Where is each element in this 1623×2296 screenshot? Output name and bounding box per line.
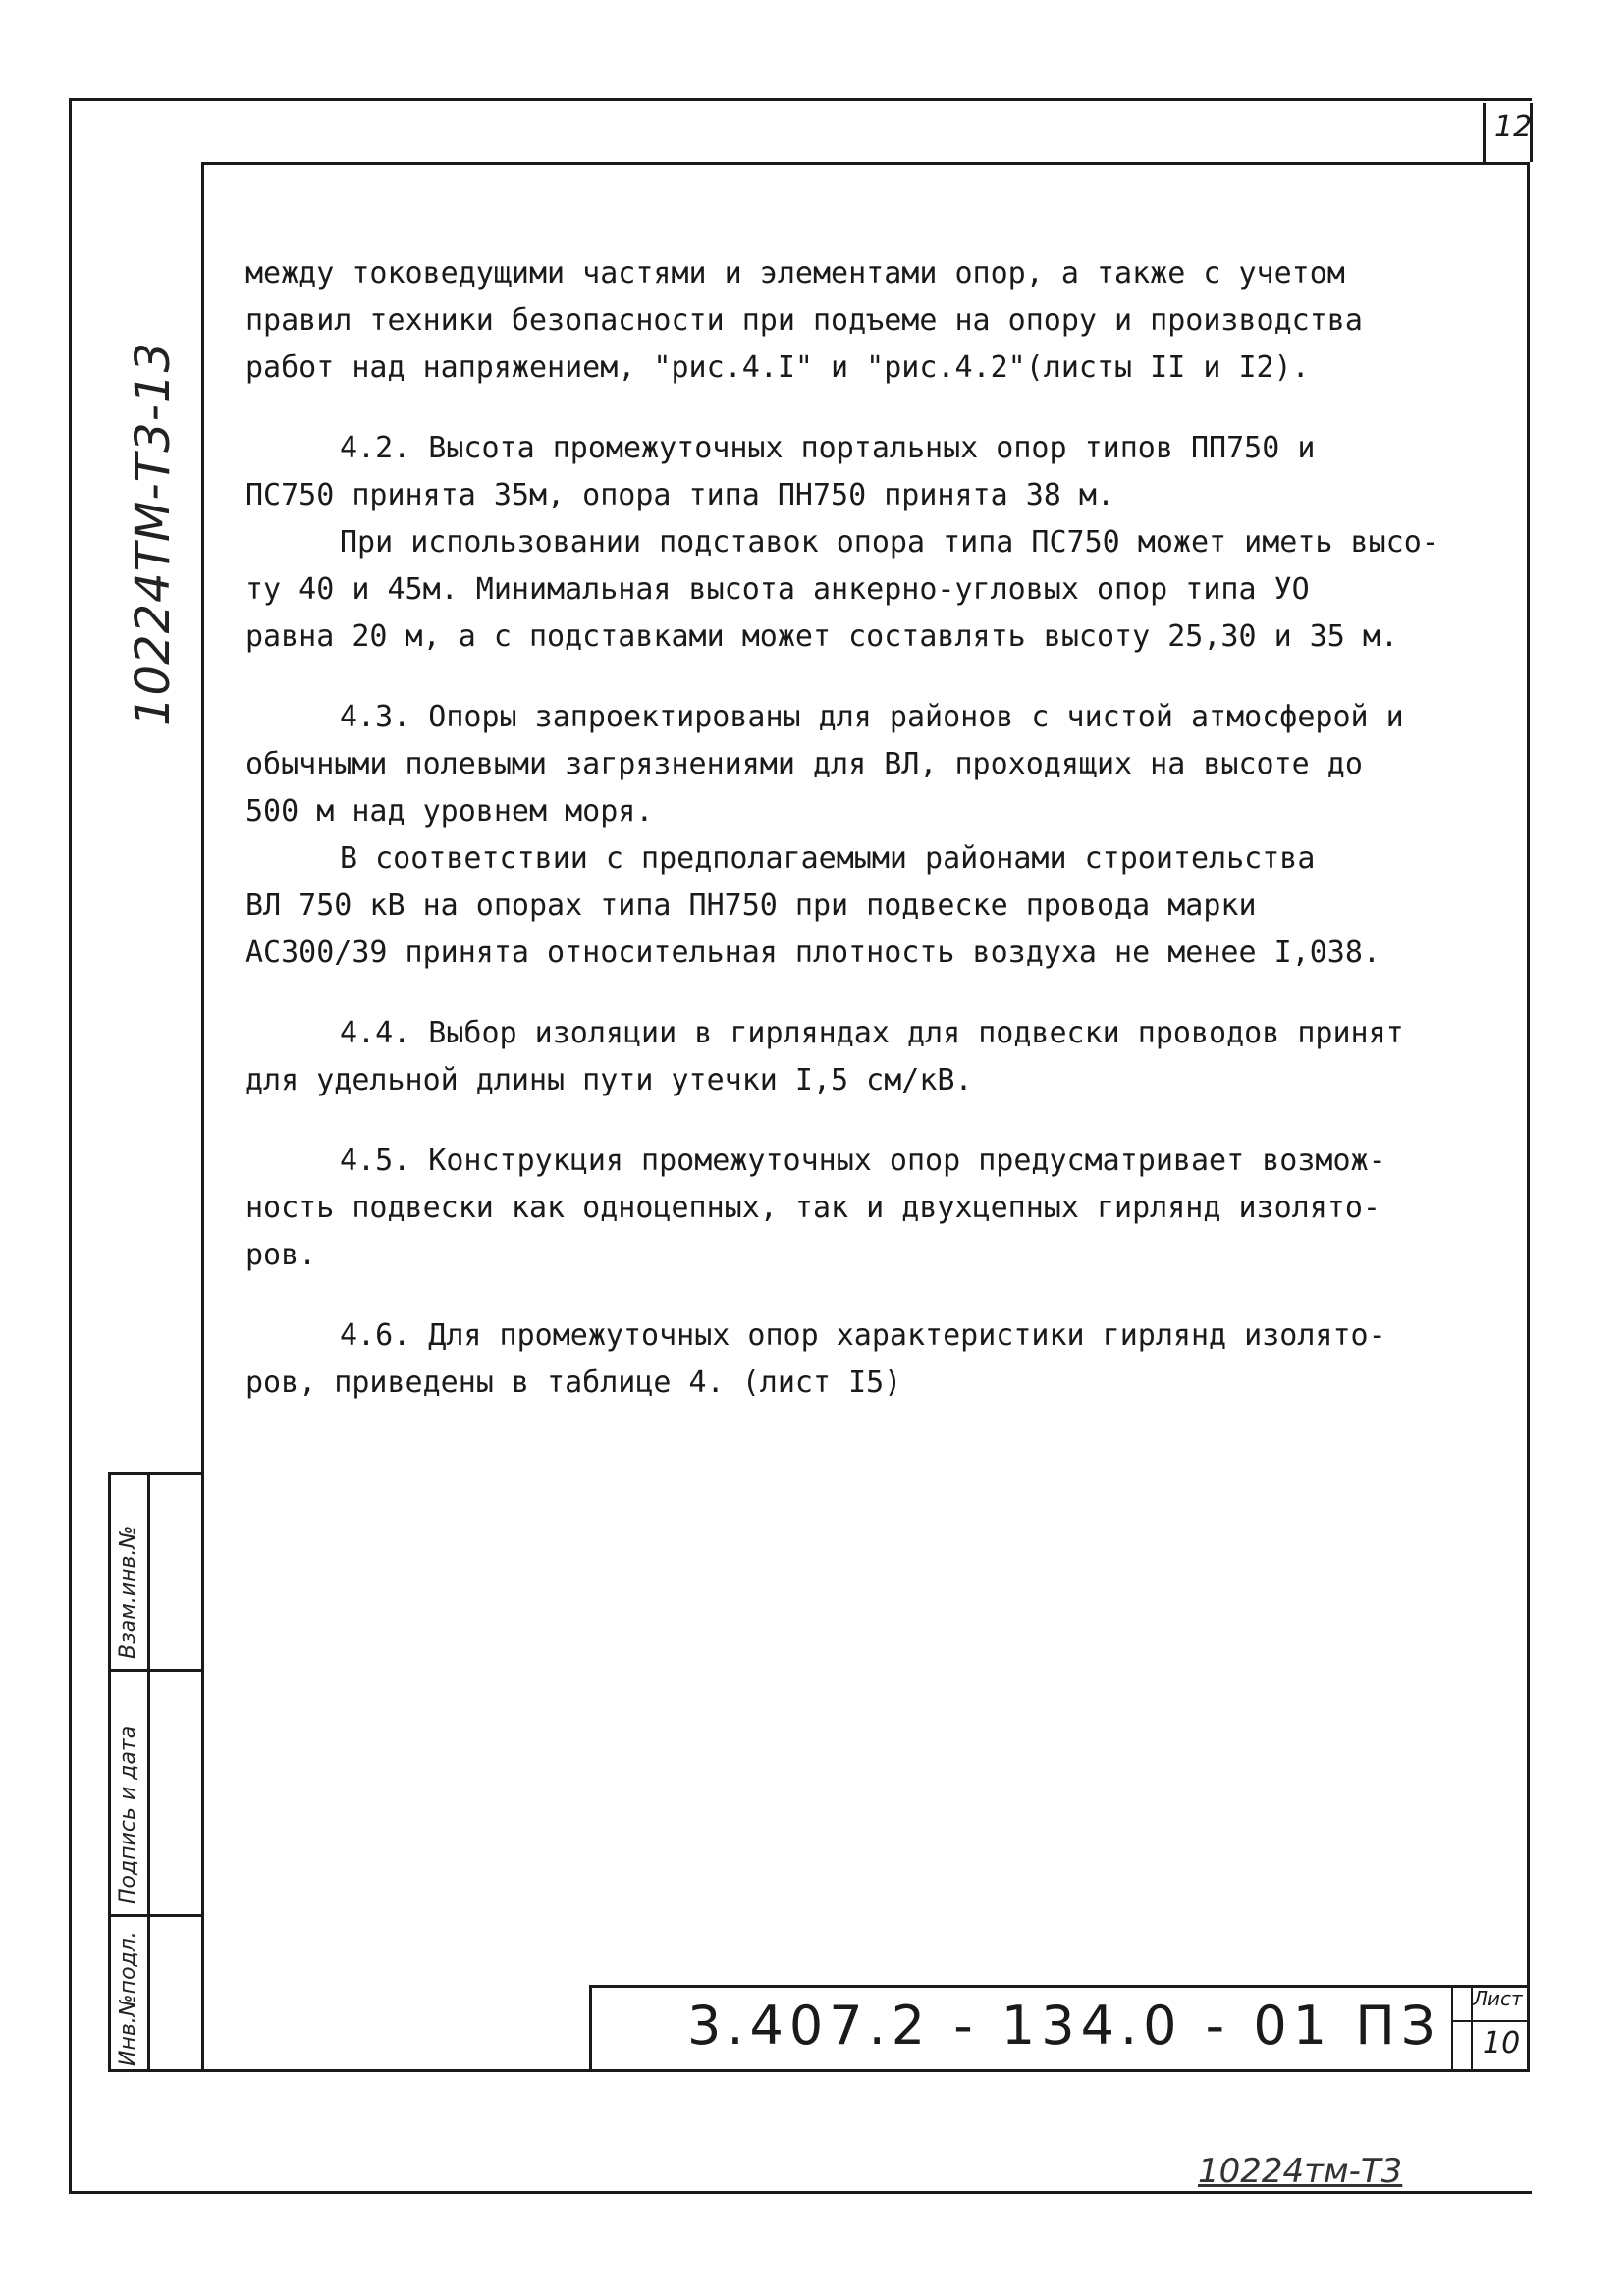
text-line: 500 м над уровнем моря.	[245, 794, 654, 828]
text-line: 4.2. Высота промежуточных портальных опор типов ПП750 и	[340, 431, 1316, 465]
text-line: для удельной длины пути утечки I,5 см/кВ.	[245, 1063, 973, 1097]
inner-frame-top	[201, 162, 1530, 165]
stamp-label-inventory: Инв.№подл.	[116, 1931, 140, 2066]
text-line: ПС750 принята 35м, опора типа ПН750 принята 38 м.	[245, 478, 1115, 512]
text-line: ность подвески как одноцепных, так и двухцепных гирлянд изолято-	[245, 1191, 1380, 1225]
paragraph-gap	[245, 1104, 1522, 1138]
sheet-number: 10	[1483, 2026, 1521, 2060]
outer-frame-left	[69, 98, 72, 2194]
text-line: равна 20 м, а с подставками может составлять высоту 25,30 и 35 м.	[245, 619, 1398, 654]
stamp-strip-mid-line	[147, 1472, 150, 2071]
text-line: При использовании подставок опора типа ПС750 может иметь высо-	[340, 525, 1439, 560]
stamp-strip-left-line	[108, 1472, 111, 2071]
stamp-strip-divider	[108, 1914, 201, 1917]
inner-frame-left	[201, 162, 204, 2071]
stamp-strip-divider	[108, 1472, 201, 1475]
side-document-code: 10224ТМ-Т3-13	[126, 341, 181, 726]
text-line: обычными полевыми загрязнениями для ВЛ, проходящих на высоте до	[245, 747, 1363, 781]
page-number: 12	[1494, 110, 1533, 144]
inner-frame-right	[1527, 162, 1530, 2071]
text-line: работ над напряжением, "рис.4.I" и "рис.4.2"(листы II и I2).	[245, 350, 1310, 385]
outer-frame-top	[69, 98, 1532, 101]
paragraph-gap	[245, 1279, 1522, 1312]
text-line: В соответствии с предполагаемыми районами строительства	[340, 841, 1316, 876]
text-line: ВЛ 750 кВ на опорах типа ПН750 при подвеске провода марки	[245, 888, 1257, 923]
text-line: ров, приведены в таблице 4. (лист I5)	[245, 1365, 902, 1400]
outer-frame-bottom	[69, 2191, 1532, 2194]
body-text	[245, 250, 1522, 1407]
title-block-sheet-divider	[1451, 2020, 1530, 2022]
page-number-box-left	[1483, 103, 1486, 162]
text-line: между токоведущими частями и элементами опор, а также с учетом	[245, 256, 1345, 291]
stamp-label-signature-date: Подпись и дата	[116, 1725, 140, 1904]
text-line: 4.4. Выбор изоляции в гирляндах для подвески проводов принят	[340, 1016, 1404, 1050]
text-line: ту 40 и 45м. Минимальная высота анкерно-угловых опор типа УО	[245, 572, 1310, 607]
inner-frame-bottom	[108, 2069, 1530, 2072]
document-designation: 3.407.2 - 134.0 - 01 ПЗ	[687, 1995, 1441, 2056]
title-block-left	[589, 1985, 592, 2071]
paragraph-gap	[245, 661, 1522, 694]
title-block-top	[589, 1985, 1530, 1988]
paragraph-gap	[245, 392, 1522, 425]
text-line: ров.	[245, 1238, 317, 1272]
title-block-sheet-left	[1451, 1985, 1453, 2071]
text-line: 4.5. Конструкция промежуточных опор предусматривает возмож-	[340, 1144, 1386, 1178]
text-line: 4.6. Для промежуточных опор характеристики гирлянд изолято-	[340, 1318, 1386, 1353]
bottom-handwritten-code: 10224тм-Т3	[1198, 2152, 1403, 2191]
paragraph-gap	[245, 977, 1522, 1010]
stamp-strip-divider	[108, 1669, 201, 1672]
text-line: правил техники безопасности при подъеме на опору и производства	[245, 303, 1363, 338]
sheet-label: Лист	[1473, 1987, 1523, 2010]
text-line: 4.3. Опоры запроектированы для районов с чистой атмосферой и	[340, 700, 1404, 734]
text-line: АС300/39 принята относительная плотность воздуха не менее I,038.	[245, 935, 1380, 970]
stamp-label-replacement: Взам.инв.№	[116, 1525, 140, 1659]
